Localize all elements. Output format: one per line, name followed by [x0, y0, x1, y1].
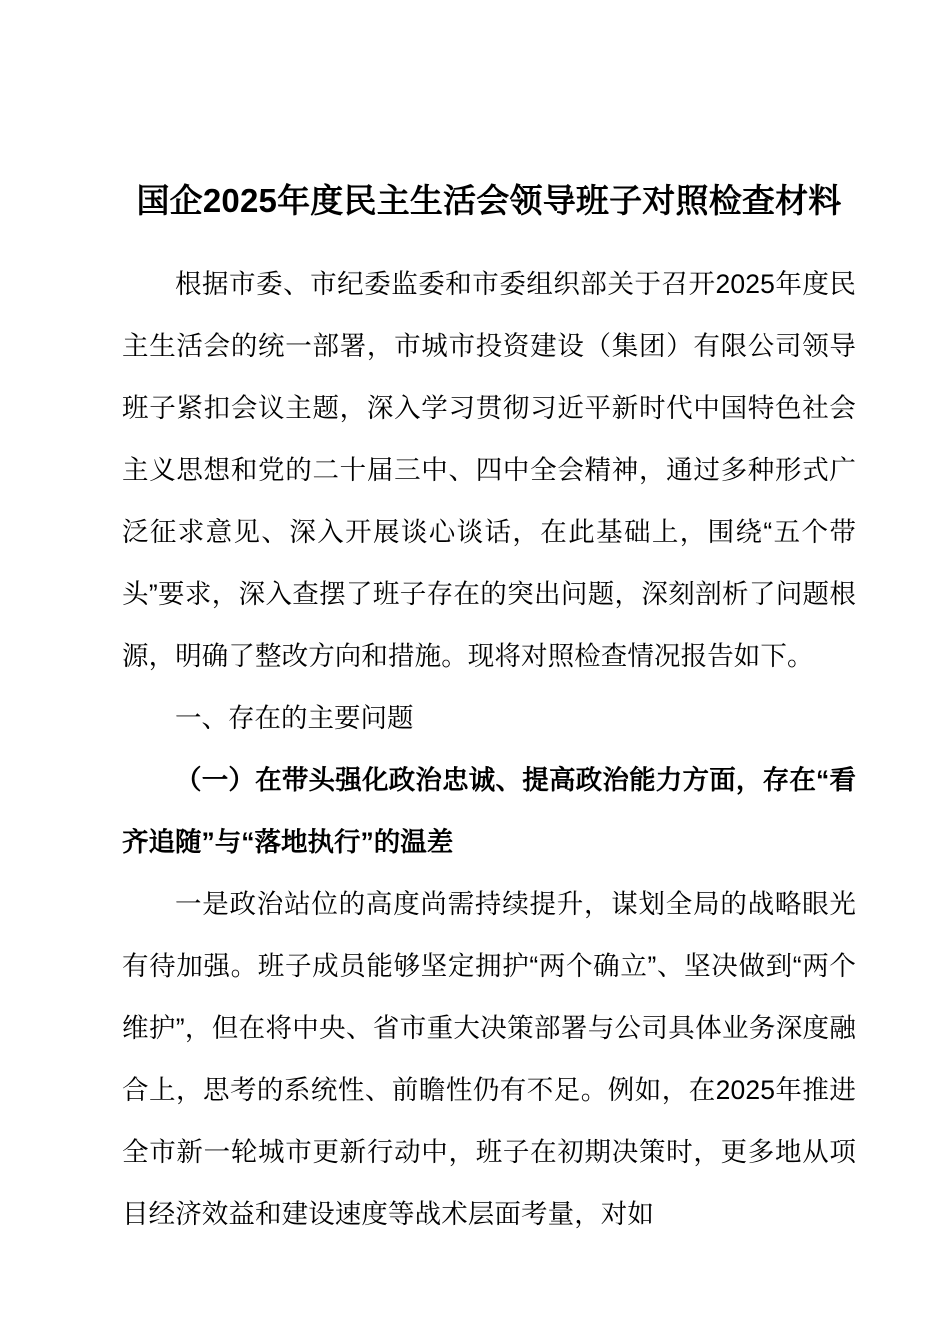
- page-text-column: [122, 0, 856, 1245]
- section-heading-one: 一、存在的主要问题: [175, 703, 414, 733]
- subsection-heading-one: （一）在带头强化政治忠诚、提高政治能力方面，存在“看齐追随”与“落地执行”的温差: [122, 765, 856, 857]
- subsection-one-body-paragraph: 一是政治站位的高度尚需持续提升，谋划全局的战略眼光有待加强。班子成员能够坚定拥护“两个确立”、坚决做到“两个维护”，但在将中央、省市重大决策部署与公司具体业务深度融合上，思考的系统性、前瞻性仍有不足。例如，在2025年推进全市新一轮城市更新行动中，班子在初期决策时，更多地从项目经济效益和建设速度等战术层面考量，对如: [122, 889, 856, 1229]
- intro-paragraph: 根据市委、市纪委监委和市委组织部关于召开2025年度民主生活会的统一部署，市城市投资建设（集团）有限公司领导班子紧扣会议主题，深入学习贯彻习近平新时代中国特色社会主义思想和党的二十届三中、四中全会精神，通过多种形式广泛征求意见、深入开展谈心谈话，在此基础上，围绕“五个带头”要求，深入查摆了班子存在的突出问题，深刻剖析了问题根源，明确了整改方向和措施。现将对照检查情况报告如下。: [122, 269, 856, 671]
- page-title: 国企2025年度民主生活会领导班子对照检查材料: [136, 182, 842, 219]
